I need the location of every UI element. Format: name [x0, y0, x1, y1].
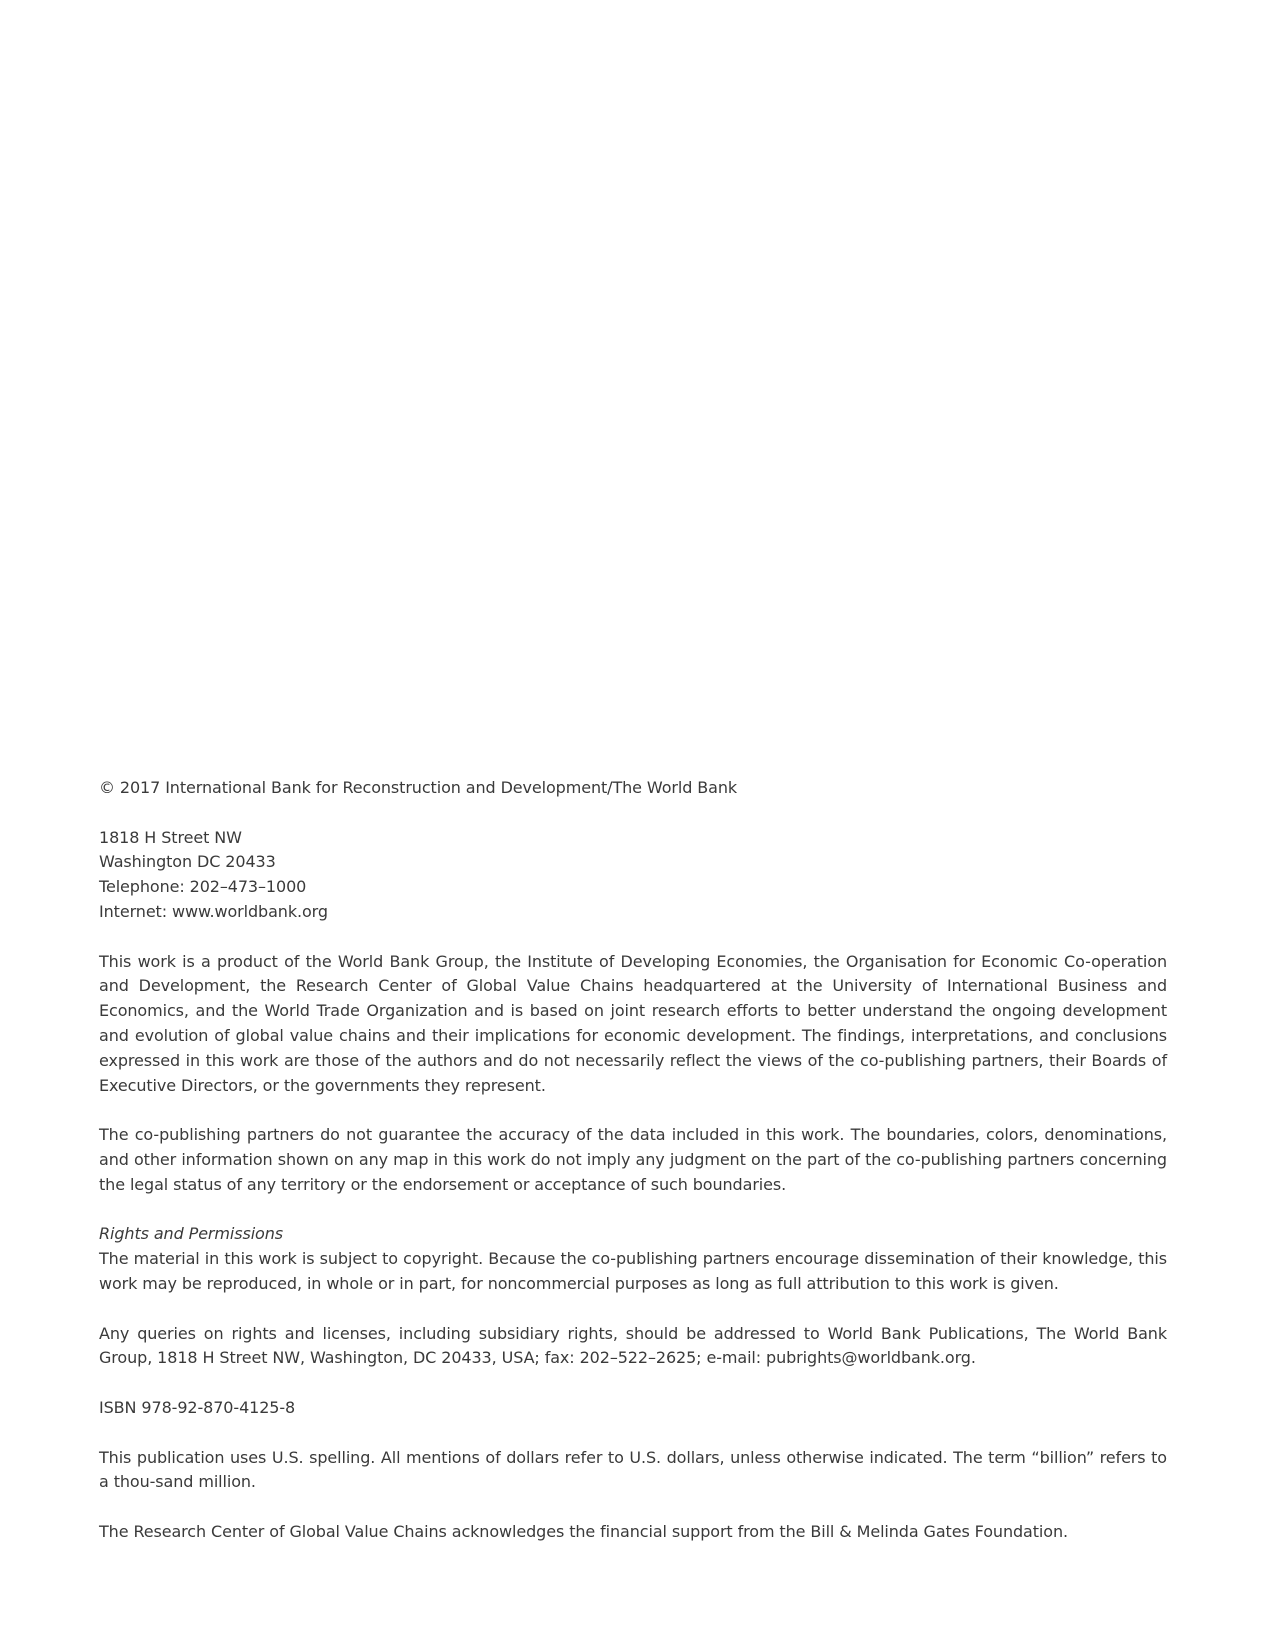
acknowledgment: The Research Center of Global Value Chains acknowledges the financial support from the Bill & Melinda Gates Foundation. [99, 1521, 1068, 1541]
disclaimer-paragraph: The co-publishing partners do not guarantee the accuracy of the data included in this work. The boundaries, colors, denominations, and other information shown on any map in this work do not imply any judgment on the part of the co-publishing partners concerning the legal status of any territory or the endorsement or acceptance of such boundaries. [99, 1125, 1167, 1194]
address-city: Washington DC 20433 [99, 852, 276, 872]
address-block [99, 826, 1167, 925]
address-internet: Internet: www.worldbank.org [99, 901, 328, 921]
address-telephone: Telephone: 202–473–1000 [99, 877, 307, 897]
copyright-content [99, 776, 1167, 1570]
queries-paragraph: Any queries on rights and licenses, including subsidiary rights, should be addressed to World Bank Publications, The World Bank Group, 1818 H Street NW, Washington, DC 20433, USA; fax: 202–522–2625; e-mail: pubrights@worldbank.org. [99, 1323, 1167, 1368]
rights-section [99, 1222, 1167, 1296]
rights-body: The material in this work is subject to copyright. Because the co-publishing partners encourage dissemination of their knowledge, this work may be reproduced, in whole or in part, for noncommercial purposes as long as full attribution to this work is given. [99, 1249, 1167, 1293]
spelling-note: This publication uses U.S. spelling. All mentions of dollars refer to U.S. dollars, unless otherwise indicated. The term “billion” refers to a thou-sand million. [99, 1447, 1167, 1492]
rights-heading: Rights and Permissions [99, 1224, 284, 1244]
isbn: ISBN 978-92-870-4125-8 [99, 1397, 296, 1417]
copyright-notice: © 2017 International Bank for Reconstruction and Development/The World Bank [99, 778, 738, 797]
product-paragraph: This work is a product of the World Bank Group, the Institute of Developing Economies, the Organisation for Economic Co-operation and Development, the Research Center of Global Value Chains headquartered at the University of International Business and Economics, and the World Trade Organization and is based on joint research efforts to better understand the ongoing development and evolution of global value chains and their implications for economic development. The findings, interpretations, and conclusions expressed in this work are those of the authors and do not necessarily reflect the views of the co-publishing partners, their Boards of Executive Directors, or the governments they represent. [99, 951, 1167, 1095]
address-street: 1818 H Street NW [99, 827, 242, 847]
